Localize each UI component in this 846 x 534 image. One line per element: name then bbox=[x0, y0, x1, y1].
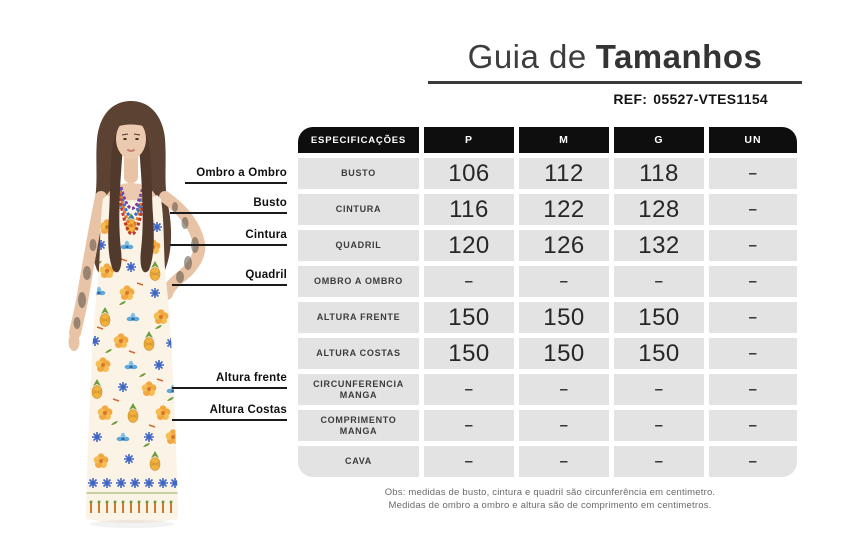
measurement-notes bbox=[298, 486, 802, 512]
row-label-ombro-a-ombro: OMBRO A OMBRO bbox=[298, 266, 419, 297]
cell-ombro-p: – bbox=[424, 266, 514, 297]
cell-altura-frente-m: 150 bbox=[519, 302, 609, 333]
cell-ombro-g: – bbox=[614, 266, 704, 297]
cell-cava-m: – bbox=[519, 446, 609, 477]
cell-quadril-p: 120 bbox=[424, 230, 514, 261]
cell-altura-frente-g: 150 bbox=[614, 302, 704, 333]
row-label-cintura: CINTURA bbox=[298, 194, 419, 225]
cell-circunferencia-manga-un: – bbox=[709, 374, 797, 405]
cell-altura-frente-p: 150 bbox=[424, 302, 514, 333]
cell-altura-costas-p: 150 bbox=[424, 338, 514, 369]
cell-circunferencia-manga-p: – bbox=[424, 374, 514, 405]
row-label-circunferencia-manga: CIRCUNFERENCIA MANGA bbox=[298, 374, 419, 405]
reference-code: 05527-VTES1154 bbox=[653, 91, 768, 107]
cell-quadril-m: 126 bbox=[519, 230, 609, 261]
callout-quadril-label: Quadril bbox=[245, 269, 287, 281]
callout-cintura-label: Cintura bbox=[245, 229, 287, 241]
cell-comprimento-manga-g: – bbox=[614, 410, 704, 441]
title-prefix: Guia de bbox=[467, 38, 587, 75]
cell-busto-p: 106 bbox=[424, 158, 514, 189]
cell-cintura-un: – bbox=[709, 194, 797, 225]
note-line-2: Medidas de ombro a ombro e altura são de comprimento em centimetros. bbox=[388, 500, 712, 511]
cell-comprimento-manga-p: – bbox=[424, 410, 514, 441]
cell-comprimento-manga-m: – bbox=[519, 410, 609, 441]
size-table bbox=[298, 127, 797, 477]
column-header-p: P bbox=[424, 127, 514, 153]
callout-busto-label: Busto bbox=[253, 197, 287, 209]
column-header-g: G bbox=[614, 127, 704, 153]
row-label-altura-frente: ALTURA FRENTE bbox=[298, 302, 419, 333]
cell-comprimento-manga-un: – bbox=[709, 410, 797, 441]
cell-busto-m: 112 bbox=[519, 158, 609, 189]
model-photo bbox=[35, 95, 245, 534]
column-header-un: UN bbox=[709, 127, 797, 153]
title-underline bbox=[428, 81, 802, 84]
cell-busto-un: – bbox=[709, 158, 797, 189]
row-label-comprimento-manga: COMPRIMENTO MANGA bbox=[298, 410, 419, 441]
cell-altura-costas-un: – bbox=[709, 338, 797, 369]
callout-busto bbox=[170, 197, 287, 214]
title-block bbox=[428, 38, 802, 107]
row-label-quadril: QUADRIL bbox=[298, 230, 419, 261]
cell-quadril-g: 132 bbox=[614, 230, 704, 261]
reference-label: REF: bbox=[613, 91, 648, 107]
column-header-m: M bbox=[519, 127, 609, 153]
cell-cava-p: – bbox=[424, 446, 514, 477]
cell-altura-costas-g: 150 bbox=[614, 338, 704, 369]
row-label-altura-costas: ALTURA COSTAS bbox=[298, 338, 419, 369]
cell-cava-un: – bbox=[709, 446, 797, 477]
cell-circunferencia-manga-m: – bbox=[519, 374, 609, 405]
callout-altura-costas-label: Altura Costas bbox=[209, 404, 287, 416]
cell-ombro-un: – bbox=[709, 266, 797, 297]
callout-quadril bbox=[172, 269, 287, 286]
cell-ombro-m: – bbox=[519, 266, 609, 297]
cell-cintura-g: 128 bbox=[614, 194, 704, 225]
reference-line bbox=[428, 91, 802, 107]
callout-altura-frente-label: Altura frente bbox=[216, 372, 287, 384]
title-emphasis: Tamanhos bbox=[595, 38, 763, 75]
cell-altura-frente-un: – bbox=[709, 302, 797, 333]
cell-cava-g: – bbox=[614, 446, 704, 477]
cell-altura-costas-m: 150 bbox=[519, 338, 609, 369]
callout-altura-costas bbox=[172, 404, 287, 421]
cell-quadril-un: – bbox=[709, 230, 797, 261]
callout-altura-frente bbox=[172, 372, 287, 389]
cell-cintura-m: 122 bbox=[519, 194, 609, 225]
column-header-especificacoes: ESPECIFICAÇÕES bbox=[298, 127, 419, 153]
callout-cintura bbox=[170, 229, 287, 246]
note-line-1: Obs: medidas de busto, cintura e quadril são circunferência em centimetro. bbox=[384, 487, 716, 498]
cell-cintura-p: 116 bbox=[424, 194, 514, 225]
callout-ombro-label: Ombro a Ombro bbox=[196, 167, 287, 179]
cell-circunferencia-manga-g: – bbox=[614, 374, 704, 405]
callout-ombro-a-ombro bbox=[185, 167, 287, 184]
page-title bbox=[428, 38, 802, 76]
model-illustration bbox=[35, 95, 245, 534]
row-label-cava: CAVA bbox=[298, 446, 419, 477]
row-label-busto: BUSTO bbox=[298, 158, 419, 189]
cell-busto-g: 118 bbox=[614, 158, 704, 189]
